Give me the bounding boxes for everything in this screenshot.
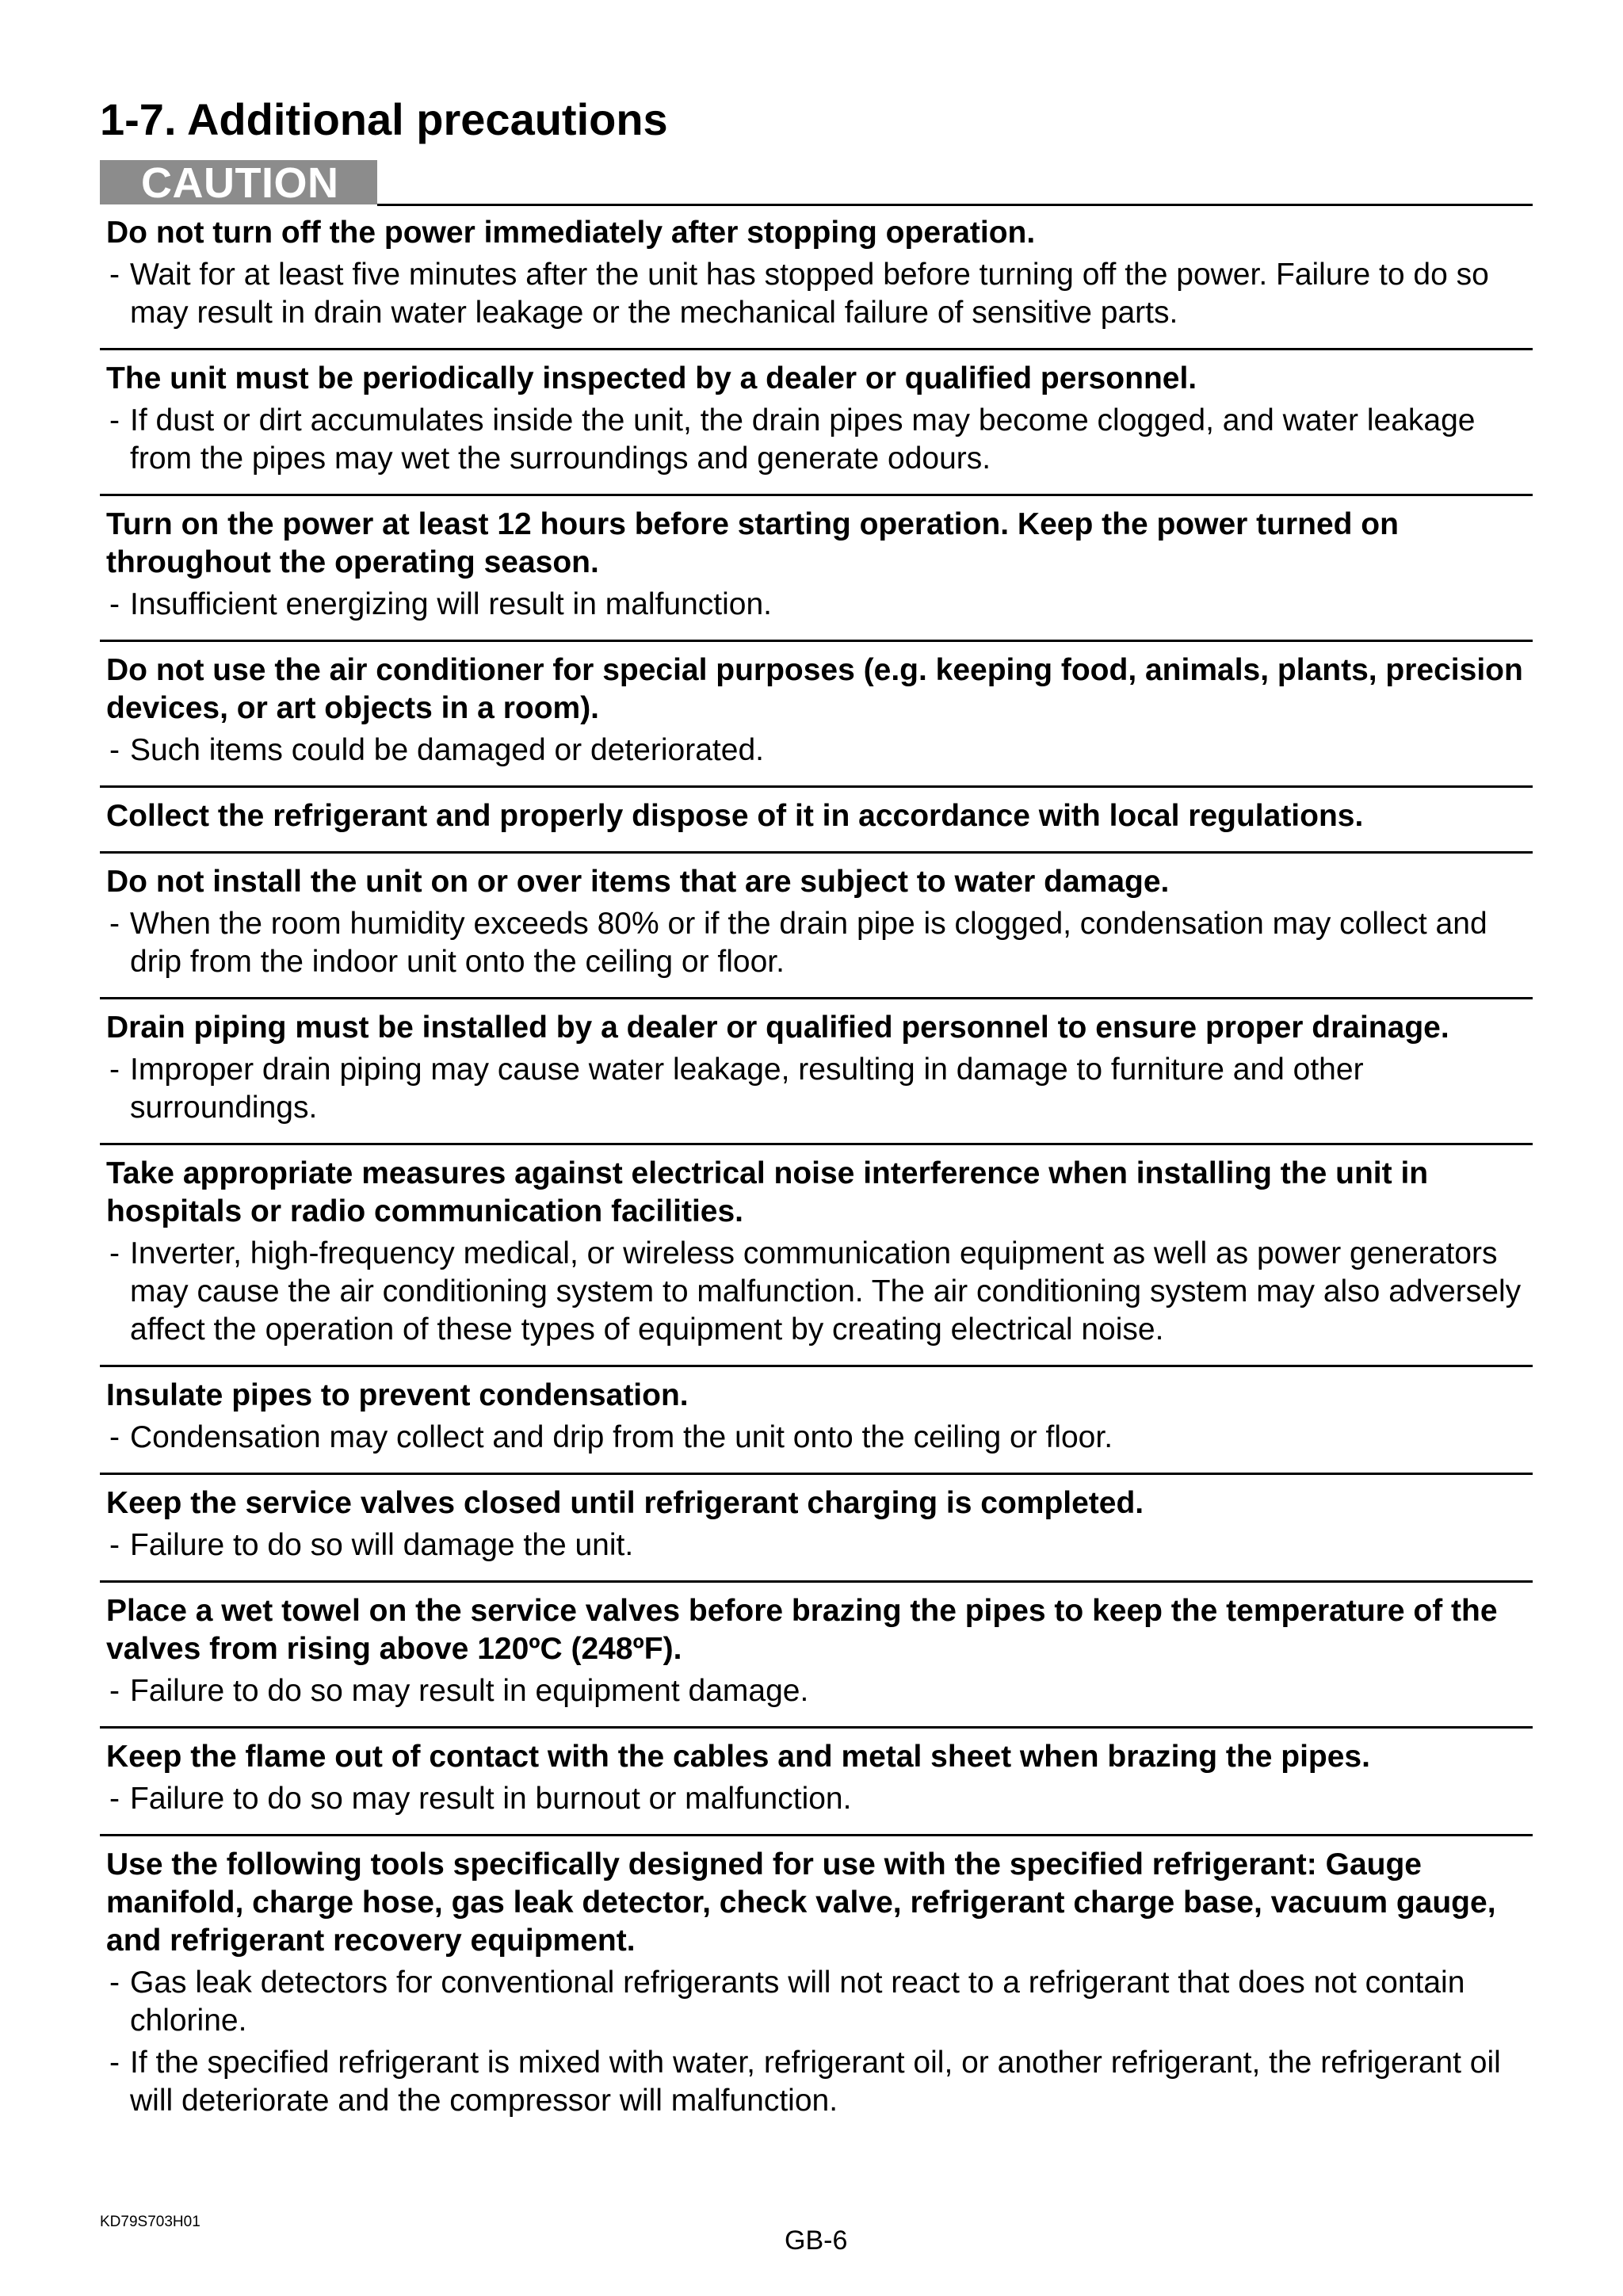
precaution-heading: Do not install the unit on or over items that are subject to water damage.: [106, 865, 1170, 899]
precaution-section: [100, 494, 1533, 640]
precaution-detail: - Failure to do so may result in equipment damage.: [106, 1672, 1526, 1710]
precaution-section: [100, 1365, 1533, 1473]
precaution-detail: - Improper drain piping may cause water leakage, resulting in damage to furniture and other surroundings.: [106, 1051, 1526, 1127]
precaution-heading: Keep the flame out of contact with the cables and metal sheet when brazing the pipes.: [106, 1740, 1370, 1774]
precaution-section: [100, 206, 1533, 348]
precaution-detail: - Gas leak detectors for conventional refrigerants will not react to a refrigerant that does not contain chlorine.: [106, 1964, 1526, 2040]
precaution-heading: Do not use the air conditioner for special purposes (e.g. keeping food, animals, plants, precision devices, or art objects in a room).: [106, 653, 1523, 725]
precaution-section: [100, 1834, 1533, 2136]
precaution-detail: - Insufficient energizing will result in malfunction.: [106, 586, 1526, 624]
precaution-heading: Drain piping must be installed by a dealer or qualified personnel to ensure proper drainage.: [106, 1010, 1449, 1045]
precaution-detail: - Such items could be damaged or deteriorated.: [106, 732, 1526, 770]
precaution-detail: - If dust or dirt accumulates inside the unit, the drain pipes may become clogged, and water leakage from the pipes may wet the surroundings and generate odours.: [106, 402, 1526, 478]
precaution-section: [100, 348, 1533, 494]
precaution-section: [100, 1580, 1533, 1726]
precaution-detail: - Inverter, high-frequency medical, or wireless communication equipment as well as power generators may cause the air conditioning system to malfunction. The air conditioning system may also adversely affect the operation of these types of equipment by creating electrical noise.: [106, 1235, 1526, 1349]
precaution-heading: Do not turn off the power immediately after stopping operation.: [106, 216, 1036, 250]
precaution-detail: - If the specified refrigerant is mixed with water, refrigerant oil, or another refrigerant, the refrigerant oil will deteriorate and the compressor will malfunction.: [106, 2044, 1526, 2120]
precaution-section: [100, 1143, 1533, 1365]
precaution-section: [100, 785, 1533, 851]
precaution-heading: The unit must be periodically inspected by a dealer or qualified personnel.: [106, 361, 1197, 395]
precaution-section: [100, 1726, 1533, 1834]
precaution-detail: - Condensation may collect and drip from the unit onto the ceiling or floor.: [106, 1419, 1526, 1457]
precaution-heading: Insulate pipes to prevent condensation.: [106, 1378, 689, 1412]
precaution-detail: - Wait for at least five minutes after the unit has stopped before turning off the power. Failure to do so may result in drain water leakage or the mechanical failure of sensitive parts.: [106, 256, 1526, 332]
precaution-detail: - Failure to do so will damage the unit.: [106, 1526, 1526, 1564]
precautions-list: [100, 206, 1533, 2136]
precaution-heading: Turn on the power at least 12 hours before starting operation. Keep the power turned on throughout the operating season.: [106, 507, 1399, 579]
document-code: KD79S703H01: [100, 2214, 200, 2230]
precaution-detail: - Failure to do so may result in burnout or malfunction.: [106, 1780, 1526, 1818]
precaution-heading: Place a wet towel on the service valves before brazing the pipes to keep the temperature of the valves from rising above 120ºC (248ºF).: [106, 1594, 1498, 1666]
precaution-section: [100, 1473, 1533, 1580]
caution-label: CAUTION: [100, 160, 377, 204]
precaution-heading: Use the following tools specifically designed for use with the specified refrigerant: Gauge manifold, charge hose, gas leak detector, check valve, refrigerant charge base, vacuum gauge, and refrigerant recovery equipment.: [106, 1847, 1496, 1958]
page-title: 1-7. Additional precautions: [100, 94, 668, 144]
precaution-heading: Collect the refrigerant and properly dispose of it in accordance with local regulations.: [106, 799, 1364, 833]
page-number: GB-6: [785, 2225, 848, 2256]
precaution-section: [100, 851, 1533, 997]
precaution-heading: Keep the service valves closed until refrigerant charging is completed.: [106, 1486, 1144, 1520]
precaution-heading: Take appropriate measures against electrical noise interference when installing the unit in hospitals or radio communication facilities.: [106, 1156, 1429, 1228]
precaution-detail: - When the room humidity exceeds 80% or if the drain pipe is clogged, condensation may collect and drip from the indoor unit onto the ceiling or floor.: [106, 905, 1526, 981]
precaution-section: [100, 997, 1533, 1143]
caution-banner: [100, 160, 1533, 206]
precaution-section: [100, 640, 1533, 785]
